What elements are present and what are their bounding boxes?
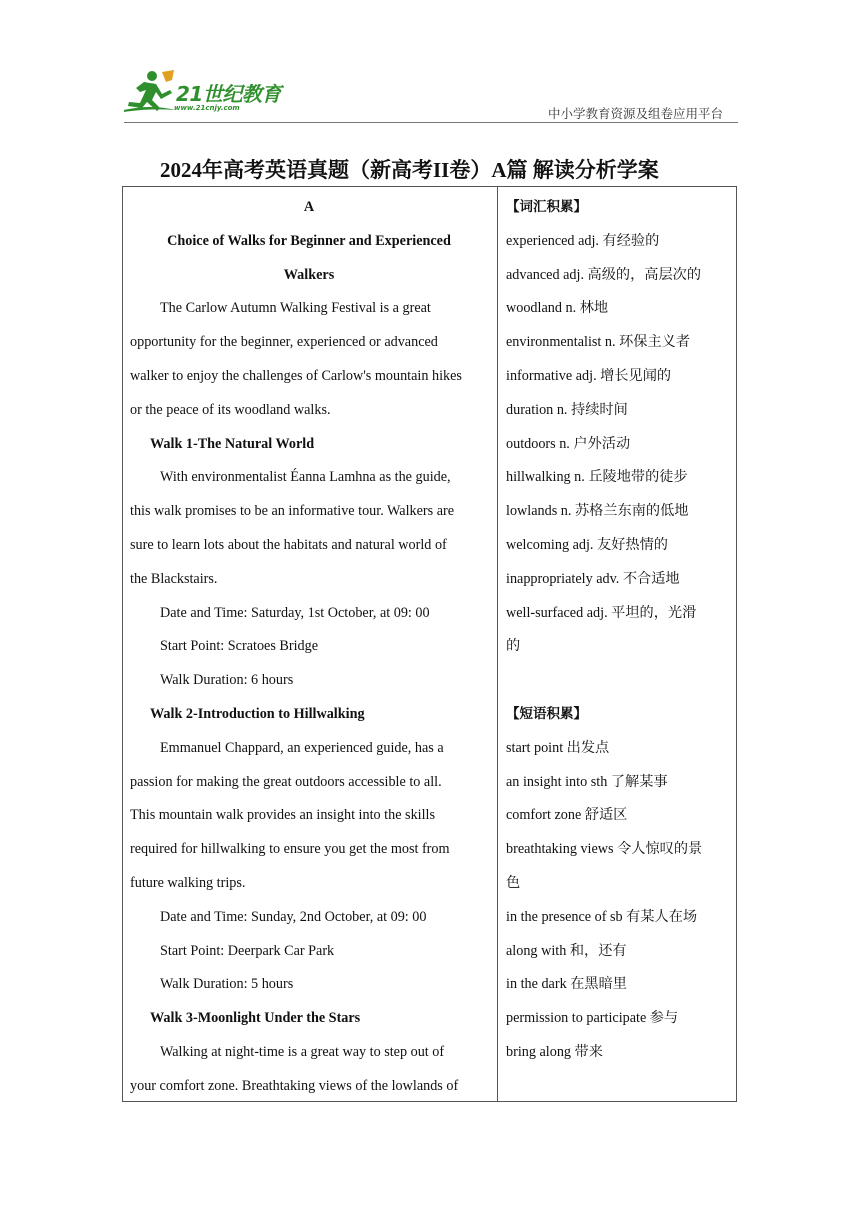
vocab-item: welcoming adj. 友好热情的 bbox=[506, 536, 668, 553]
passage-letter: A bbox=[303, 199, 315, 215]
walk-title: Walk 3-Moonlight Under the Stars bbox=[150, 1010, 361, 1027]
logo bbox=[122, 68, 292, 118]
vocab-item: experienced adj. 有经验的 bbox=[506, 232, 660, 249]
vocab-item: outdoors n. 户外活动 bbox=[506, 435, 631, 452]
phrase-item: in the dark 在黑暗里 bbox=[506, 976, 627, 993]
phrase-item: comfort zone 舒适区 bbox=[506, 807, 628, 824]
walk-body-line: passion for making the great outdoors accessible to all. bbox=[130, 773, 442, 790]
walk-body-line: Emmanuel Chappard, an experienced guide, has a bbox=[160, 739, 444, 756]
column-divider bbox=[497, 187, 498, 1101]
section-spacer bbox=[506, 664, 736, 698]
phrase-item: start point 出发点 bbox=[506, 739, 610, 756]
logo-url: www.21cnjy.com bbox=[174, 104, 240, 112]
vocab-item: environmentalist n. 环保主义者 bbox=[506, 334, 691, 351]
phrase-item: an insight into sth 了解某事 bbox=[506, 773, 668, 790]
walk-date: Date and Time: Saturday, 1st October, at 09: 00 bbox=[160, 604, 430, 621]
vocab-item: inappropriately adv. 不合适地 bbox=[506, 570, 680, 587]
walk-duration: Walk Duration: 5 hours bbox=[160, 976, 294, 993]
intro-line: The Carlow Autumn Walking Festival is a great bbox=[160, 300, 431, 317]
passage-heading-cont: Walkers bbox=[283, 266, 335, 283]
walk-body-line: With environmentalist Éanna Lamhna as the guide, bbox=[160, 469, 451, 486]
header-rule bbox=[124, 122, 738, 123]
walk-date: Date and Time: Sunday, 2nd October, at 09: 00 bbox=[160, 908, 427, 925]
walk-body-line: sure to learn lots about the habitats and natural world of bbox=[130, 536, 447, 553]
passage-column bbox=[130, 191, 488, 1104]
intro-line: or the peace of its woodland walks. bbox=[130, 401, 331, 418]
content-table bbox=[122, 186, 737, 1102]
walk-duration: Walk Duration: 6 hours bbox=[160, 672, 294, 689]
page-header bbox=[0, 0, 860, 130]
passage-heading: Choice of Walks for Beginner and Experienced bbox=[167, 232, 451, 249]
runner-logo-icon bbox=[122, 68, 178, 114]
walk-body-line: Walking at night-time is a great way to step out of bbox=[160, 1043, 445, 1060]
phrases-heading: 【短语积累】 bbox=[506, 705, 587, 722]
walk-body-line: future walking trips. bbox=[130, 874, 246, 891]
walk-body-line: required for hillwalking to ensure you get the most from bbox=[130, 841, 450, 858]
intro-line: opportunity for the beginner, experienced or advanced bbox=[130, 334, 438, 351]
walk-body-line: This mountain walk provides an insight into the skills bbox=[130, 807, 436, 824]
walk-body-line: the Blackstairs. bbox=[130, 570, 218, 587]
phrase-item: in the presence of sb 有某人在场 bbox=[506, 908, 698, 925]
phrase-item: bring along 带来 bbox=[506, 1043, 603, 1060]
vocab-item: woodland n. 林地 bbox=[506, 300, 609, 317]
vocab-item: 的 bbox=[506, 638, 521, 655]
document-title: 2024年高考英语真题（新高考II卷）A篇 解读分析学案 bbox=[160, 158, 659, 182]
phrase-item: breathtaking views 令人惊叹的景 bbox=[506, 841, 703, 858]
phrase-item: along with 和，还有 bbox=[506, 942, 627, 959]
walk-start: Start Point: Scratoes Bridge bbox=[160, 638, 319, 655]
vocab-item: lowlands n. 苏格兰东南的低地 bbox=[506, 503, 689, 520]
phrase-item: permission to participate 参与 bbox=[506, 1010, 679, 1027]
vocab-heading: 【词汇积累】 bbox=[506, 199, 587, 215]
intro-line: walker to enjoy the challenges of Carlow's mountain hikes bbox=[130, 367, 462, 384]
vocab-item: well-surfaced adj. 平坦的，光滑 bbox=[506, 604, 697, 621]
walk-start: Start Point: Deerpark Car Park bbox=[160, 942, 335, 959]
walk-title: Walk 1-The Natural World bbox=[150, 435, 315, 452]
platform-label: 中小学教育资源及组卷应用平台 bbox=[547, 106, 723, 121]
logo-text: 21世纪教育 bbox=[176, 82, 281, 106]
walk-body-line: this walk promises to be an informative tour. Walkers are bbox=[130, 503, 455, 520]
phrase-item: 色 bbox=[506, 874, 521, 891]
vocab-item: duration n. 持续时间 bbox=[506, 401, 628, 418]
walk-title: Walk 2-Introduction to Hillwalking bbox=[150, 705, 365, 722]
vocab-item: hillwalking n. 丘陵地带的徒步 bbox=[506, 469, 688, 486]
vocab-item: informative adj. 增长见闻的 bbox=[506, 367, 672, 384]
vocab-item: advanced adj. 高级的，高层次的 bbox=[506, 266, 702, 283]
notes-column bbox=[506, 191, 736, 1070]
walk-body-line: your comfort zone. Breathtaking views of the lowlands of bbox=[130, 1077, 459, 1094]
